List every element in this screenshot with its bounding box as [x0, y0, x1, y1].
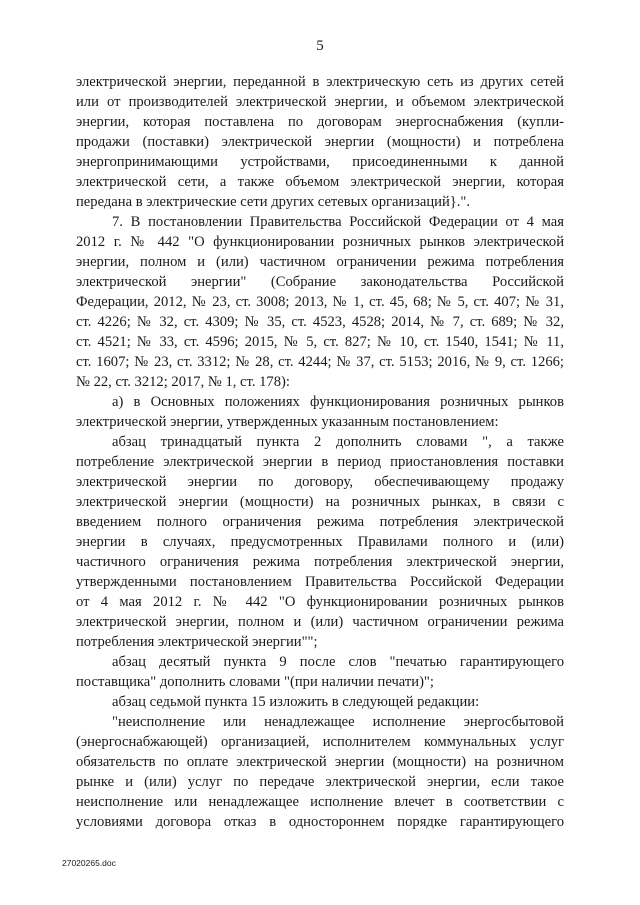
page-number: 5 [316, 38, 324, 54]
text-line: рынке и (или) услуг по передаче электрической энергии, если такое [76, 774, 564, 790]
text-line: а) в Основных положениях функционирования розничных рынков [112, 394, 564, 410]
text-line: ст. 4521; № 33, ст. 4596; 2015, № 5, ст. 827; № 10, ст. 1540, 1541; № 11, [76, 334, 564, 350]
text-line: ст. 4226; № 32, ст. 4309; № 35, ст. 4523, 4528; 2014, № 7, ст. 689; № 32, [76, 314, 564, 330]
text-line: электрической энергии (мощности) на розничных рынках, в связи с [76, 494, 564, 510]
text-line: ст. 1607; № 23, ст. 3312; № 28, ст. 4244; № 37, ст. 5153; 2016, № 9, ст. 1266; [76, 354, 564, 370]
text-line: неисполнение или ненадлежащее исполнение влечет в соответствии с [76, 794, 564, 810]
text-line: условиями договора отказ в одностороннем порядке гарантирующего [76, 814, 564, 830]
text-line: абзац седьмой пункта 15 изложить в следующей редакции: [112, 694, 480, 710]
text-line: (энергоснабжающей) организацией, исполнителем коммунальных услуг [76, 734, 564, 750]
text-line: утвержденными постановлением Правительства Российской Федерации [76, 574, 564, 590]
text-line: электрической энергии по договору, обеспечивающему продажу [76, 474, 564, 490]
text-line: электрической энергии, утвержденных указанным постановлением: [76, 414, 499, 430]
text-line: "неисполнение или ненадлежащее исполнение энергосбытовой [112, 714, 564, 730]
file-name-footer: 27020265.doc [62, 858, 116, 868]
text-line: № 22, ст. 3212; 2017, № 1, ст. 178): [76, 374, 290, 390]
text-line: передана в электрические сети других сетевых организаций}.". [76, 194, 471, 210]
text-line: 2012 г. № 442 "О функционировании розничных рынков электрической [76, 234, 564, 250]
text-line: от 4 мая 2012 г. № 442 "О функционировании розничных рынков [76, 594, 564, 610]
text-line: или от производителей электрической энергии, и объемом электрической [76, 94, 564, 110]
text-line: электрической энергии" (Собрание законодательства Российской [76, 274, 564, 290]
text-line: продажи (поставки) электрической энергии (мощности) и потреблена [76, 134, 564, 150]
text-line: энергопринимающими устройствами, присоединенными к данной [76, 154, 564, 170]
text-line: энергии, которая поставлена по договорам энергоснабжения (купли- [76, 114, 564, 130]
text-line: Федерации, 2012, № 23, ст. 3008; 2013, № 1, ст. 45, 68; № 5, ст. 407; № 31, [76, 294, 564, 310]
text-line: электрической энергии, переданной в электрическую сеть из других сетей [76, 74, 564, 90]
text-line: обязательств по оплате электрической энергии (мощности) на розничном [76, 754, 564, 770]
text-line: частичного ограничения режима потребления электрической энергии, [76, 554, 564, 570]
text-line: энергии в случаях, предусмотренных Правилами полного и (или) [76, 534, 564, 550]
text-line: электрической энергии, полном и (или) частичном ограничении режима [76, 614, 564, 630]
text-line: потребление электрической энергии в период приостановления поставки [76, 454, 564, 470]
text-line: абзац тринадцатый пункта 2 дополнить словами ", а также [112, 434, 564, 450]
text-line: энергии, полном и (или) частичном ограничении режима потребления [76, 254, 564, 270]
text-line: абзац десятый пункта 9 после слов "печатью гарантирующего [112, 654, 564, 670]
text-line: введением полного ограничения режима потребления электрической [76, 514, 564, 530]
text-line: 7. В постановлении Правительства Российской Федерации от 4 мая [112, 214, 564, 230]
text-line: электрической сети, а также объемом электрической энергии, которая [76, 174, 564, 190]
text-line: потребления электрической энергии""; [76, 634, 318, 650]
text-line: поставщика" дополнить словами "(при наличии печати)"; [76, 674, 434, 690]
